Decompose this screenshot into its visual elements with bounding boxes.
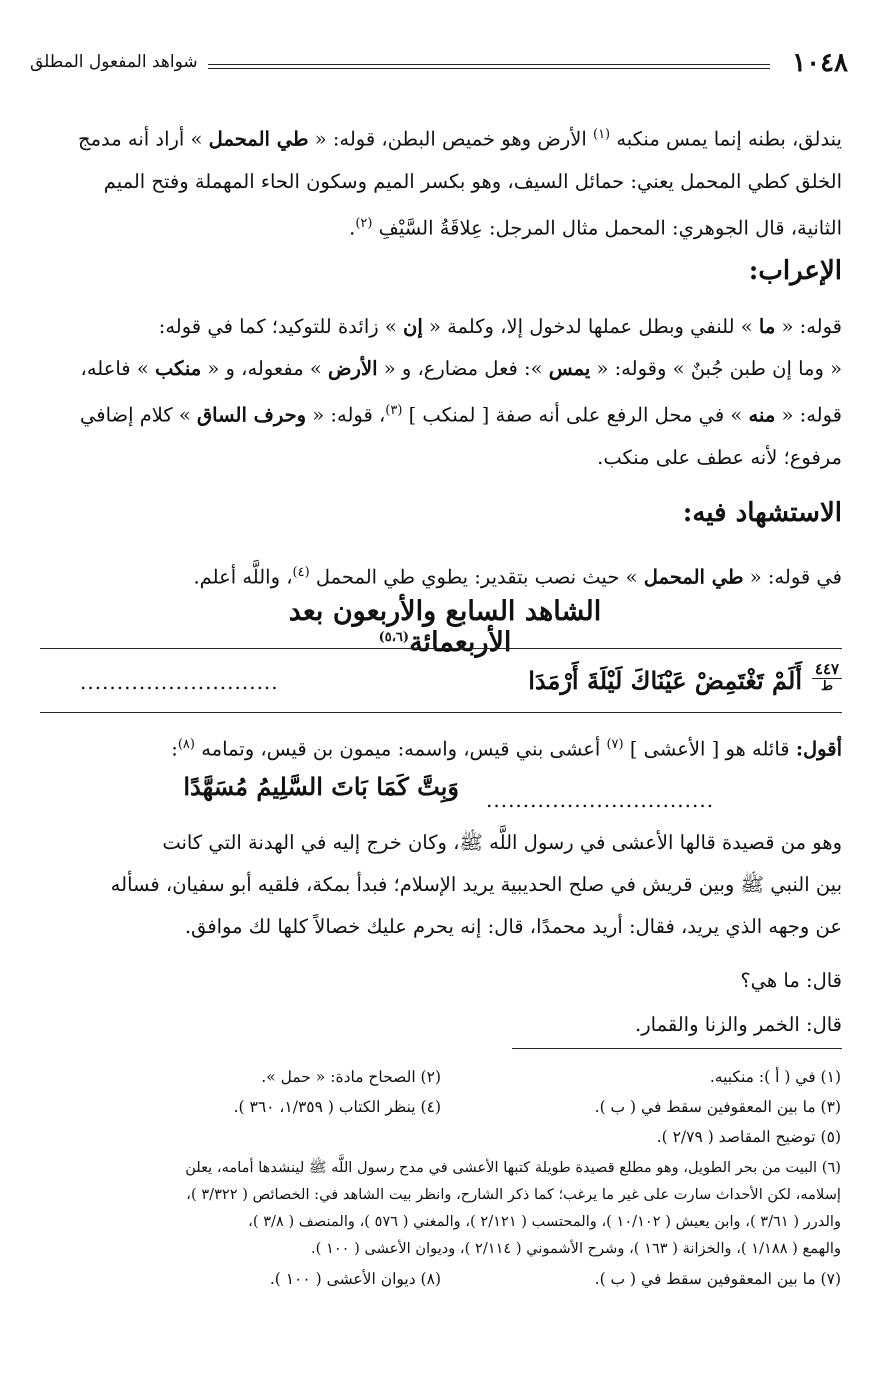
aqulu-line: أقول: قائله هو [ الأعشى ] $^{(٧)}$ أعشى بني قيس، واسمه: ميمون بن قيس، وتمامه $^{(٨)}$: xyxy=(171,737,842,761)
footnote-3: (٣) ما بين المعقوفين سقط في ( ب ). xyxy=(594,1098,841,1116)
book-title: شواهد المفعول المطلق xyxy=(30,52,198,72)
intro-paragraph xyxy=(40,114,842,249)
shahid-title-ref: (٥،٦) xyxy=(378,630,410,645)
shahid-title: الشاهد السابع والأربعون بعد الأربعمائة$^{(٥،٦)}$ xyxy=(288,596,602,658)
irab-line-3: قوله: « منه » في محل الرفع على أنه صفة [ لمنكب ] $^{(٣)}$، قوله: « وحرف الساق » كلام إضافي xyxy=(80,403,842,427)
istishhad-paragraph: في قوله: « طي المحمل » حيث نصب بتقدير: يطوي طي المحمل $^{(٤)}$، واللَّه أعلم. xyxy=(193,565,842,589)
irab-paragraph xyxy=(40,306,842,479)
irab-line-2: « وما إن طبن جُبنٌ » وقوله: « يمس »: فعل مضارع، و « الأرض » مفعوله، و « منكب » فاعله، xyxy=(80,357,842,380)
verse-header xyxy=(40,658,842,708)
verse-dots: ........................... xyxy=(80,670,279,694)
irab-heading: الإعراب: xyxy=(748,256,842,286)
story-line-1: وهو من قصيدة قالها الأعشى في رسول اللَّه ﷺ، وكان خرج إليه في الهدنة التي كانت xyxy=(162,831,842,854)
footnote-8: (٨) ديوان الأعشى ( ١٠٠ ). xyxy=(269,1270,441,1288)
verse-second-half: وَبِتَّ كَمَا بَاتَ السَّلِيمُ مُسَهَّدًا xyxy=(183,772,459,801)
footnote-2: (٢) الصحاح مادة: « حمل ». xyxy=(261,1068,441,1086)
footnote-7: (٧) ما بين المعقوفين سقط في ( ب ). xyxy=(594,1270,841,1288)
irab-line-1: قوله: « ما » للنفي وبطل عملها لدخول إلا، وكلمة « إن » زائدة للتوكيد؛ كما في قوله: xyxy=(158,315,842,338)
intro-line-2: الخلق كطي المحمل يعني: حمائل السيف، وهو بكسر الميم وسكون الحاء المهملة وفتح الميم xyxy=(103,169,842,193)
page-number: ١٠٤٨ xyxy=(792,48,848,78)
verse-number: ٤٤٧ ط xyxy=(812,660,842,695)
footnote-rule xyxy=(512,1048,842,1049)
separator-line-2 xyxy=(40,712,842,713)
intro-line-3: الثانية، قال الجوهري: المحمل مثال المرجل: عِلاقَةُ السَّيْفِ $^{(٢)}$. xyxy=(349,215,842,239)
intro-line-1: يندلق، بطنه إنما يمس منكبه $^{(١)}$ الأرض وهو خميص البطن، قوله: « طي المحمل » أراد أنه مدمج xyxy=(77,127,842,151)
footnote-5: (٥) توضيح المقاصد ( ٢/٧٩ ). xyxy=(656,1128,841,1146)
story-paragraph xyxy=(40,822,842,948)
footnote-6: (٦) البيت من بحر الطويل، وهو مطلع قصيدة طويلة كتبها الأعشى في مدح رسول اللَّه ﷺ لينشدها أمامه، يعلن إسلامه، لكن الأحداث سارت على غير ما يرغب؛ كما ذكر الشارح، وانظر بيت الشاهد في: الخصائص ( ٣/٣٢٢ )، والدرر ( ٣/٦١ )، وابن يعيش ( ١٠/١٠٢ )، والمحتسب ( ٢/١٢١ )، والمغني ( ٥٧٦ )، والمنصف ( ٣/٨ )، والهمع ( ١/١٨٨ )، والخزانة ( ١٦٣ )، وشرح الأشموني ( ٢/١١٤ )، وديوان الأعشى ( ١٠٠ ). xyxy=(185,1159,841,1257)
istishhad-heading: الاستشهاد فيه: xyxy=(682,498,842,528)
verse-first-half: أَلَمْ تَغْتَمِضْ عَيْنَاكَ لَيْلَةَ أَرْمَدَا xyxy=(528,666,802,695)
dialogue-line-2: قال: الخمر والزنا والقمار. xyxy=(635,1013,842,1036)
header-rule xyxy=(208,64,770,69)
separator-line xyxy=(40,648,842,649)
story-line-3: عن وجهه الذي يريد، فقال: أريد محمدًا، قال: إنه يحرم عليك خصالاً كلها لك موافق. xyxy=(184,915,842,938)
dialogue-line-1: قال: ما هي؟ xyxy=(740,969,842,992)
footnote-4: (٤) ينظر الكتاب ( ١/٣٥٩، ٣٦٠ ). xyxy=(233,1098,441,1116)
irab-line-4: مرفوع؛ لأنه عطف على منكب. xyxy=(597,445,842,469)
story-line-2: بين النبي ﷺ وبين قريش في صلح الحديبية يريد الإسلام؛ فبدأ بمكة، فلقيه أبو سفيان، فسأله xyxy=(110,873,842,896)
page-header xyxy=(30,48,848,82)
verse-dots-2: ............................... xyxy=(486,788,715,812)
footnote-1: (١) في ( أ ): منكبيه. xyxy=(709,1068,841,1086)
